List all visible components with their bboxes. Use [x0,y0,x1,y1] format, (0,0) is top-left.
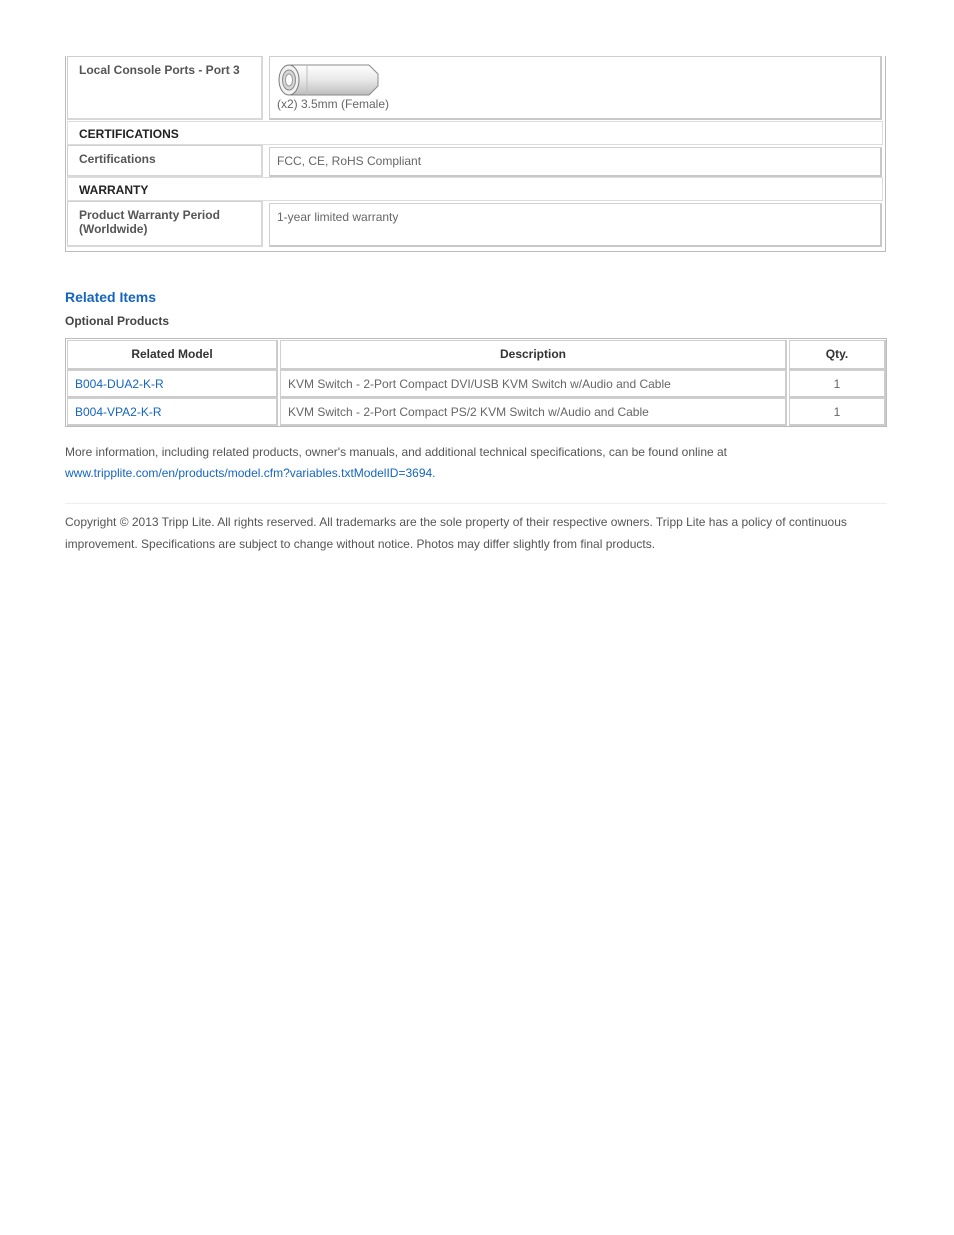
table-row-description: KVM Switch - 2-Port Compact DVI/USB KVM Switch w/Audio and Cable [280,370,787,398]
optional-products-subheading: Optional Products [65,314,170,328]
spec-label-text: Certifications [79,152,156,166]
table-row-qty: 1 [789,370,886,398]
spec-value-text: FCC, CE, RoHS Compliant [277,154,422,168]
column-header-qty: Qty. [789,340,886,370]
column-header-description: Description [280,340,787,370]
related-items-heading: Related Items [65,289,157,305]
spec-value-warranty-period [269,203,882,247]
spec-label-text: Local Console Ports - Port 3 [79,63,240,77]
audio-jack-icon [277,62,381,98]
product-page-link[interactable]: www.tripplite.com/en/products/model.cfm?variables.txtModelID=3694 [65,466,433,480]
table-row-description: KVM Switch - 2-Port Compact PS/2 KVM Switch w/Audio and Cable [280,398,787,426]
section-header-certifications: CERTIFICATIONS [67,121,883,145]
table-row-model-link[interactable]: B004-DUA2-K-R [67,370,278,398]
spec-value-certifications [269,147,882,177]
spec-label-certifications [67,145,263,177]
column-header-related-model: Related Model [67,340,278,370]
spec-value-local-console-port-3 [269,56,882,120]
spec-value-text: (x2) 3.5mm (Female) [277,97,390,111]
table-row-qty: 1 [789,398,886,426]
footer-divider [65,503,887,504]
more-info-text: More information, including related products, owner's manuals, and additional technical specifications, can be found online at [65,445,728,459]
spec-value-text: 1-year limited warranty [277,210,399,224]
table-row-model-link[interactable]: B004-VPA2-K-R [67,398,278,426]
spec-label-text: Product Warranty Period (Worldwide) [79,208,220,236]
related-products-table [65,338,887,427]
spec-label-local-console-port-3 [67,56,263,120]
copyright-notice: Copyright © 2013 Tripp Lite. All rights reserved. All trademarks are the sole property of their respective owners. Tripp Lite has a policy of continuous improvement. Specifications are subject to change without notice. Photos may differ slightly from final products. [65,515,847,551]
specifications-table [65,56,886,252]
spec-label-warranty-period [67,201,263,247]
more-information-note [65,442,895,484]
section-header-warranty: WARRANTY [67,177,883,201]
more-info-period: . [432,466,436,480]
